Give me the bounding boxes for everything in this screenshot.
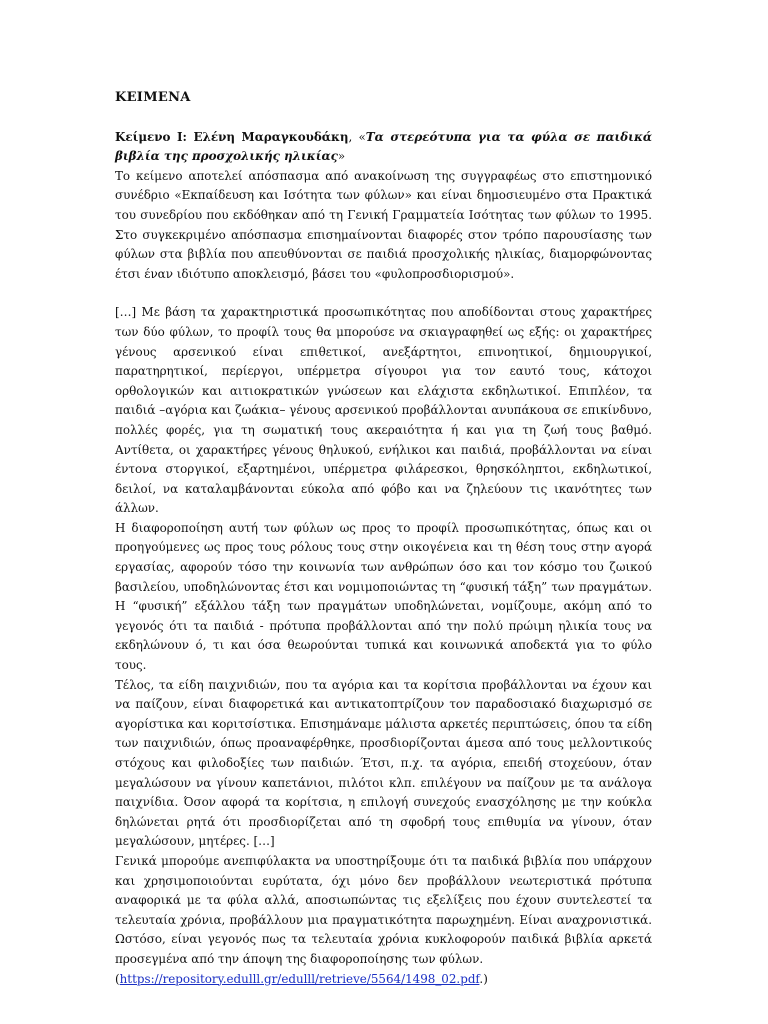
document-page (115, 88, 652, 989)
body-paragraph-3: Τέλος, τα είδη παιχνιδιών, που τα αγόρια και τα κορίτσια προβάλλονται να έχουν και να παίζουν, είναι διαφορετικά και αντικατοπτρίζουν τον παραδοσιακό διαχωρισμό σε αγορίστικα και κοριτσίστικα. Επισημάναμε μάλιστα αρκετές περιπτώσεις, όπου τα είδη των παιχνιδιών, όπως προαναφέρθηκε, προσδιορίζονται άμεσα από τους μελλοντικούς στόχους και φιλοδοξίες των παιδιών. Έτσι, π.χ. τα αγόρια, επειδή στοχεύουν, όταν μεγαλώσουν να γίνουν καπετάνιοι, πιλότοι κλπ. επιλέγουν να παίζουν με τα ανάλογα παιχνίδια. Όσον αφορά τα κορίτσια, η επιλογή συνεχούς ενασχόλησης με την κούκλα δηλώνεται ρητά ότι προσδιορίζεται από τη σφοδρή τους επιθυμία να γίνουν, όταν μεγαλώσουν, μητέρες. […] (115, 677, 652, 849)
text-title-block (115, 128, 652, 167)
text-title: Τα στερεότυπα για τα φύλα σε παιδικά βιβλία της προσχολικής ηλικίας (115, 129, 653, 164)
title-close-quote: » (337, 149, 346, 164)
body-paragraph-2: Η διαφοροποίηση αυτή των φύλων ως προς το προφίλ προσωπικότητας, όπως και οι προηγούμενες ως προς τους ρόλους τους στην οικογένεια και τη θέση τους στην αγορά εργασίας, αφορούν τόσο την κοινωνία των ανθρώπων όσο και τον κόσμο του ζωικού βασιλείου, υποδηλώνοντας έτσι και νομιμοποιώντας τη “φυσική τάξη” των πραγμάτων. Η “φυσική” εξάλλου τάξη των πραγμάτων υποδηλώνεται, νομίζουμε, ακόμη από το γεγονός ότι τα παιδιά - πρότυπα προβάλλονται από την πολύ πρώιμη ηλικία τους να εκδηλώνουν ό, τι και όσα θεωρούνται τυπικά και κοινωνικά αποδεκτά για το φύλο τους. (115, 520, 652, 673)
text-author: Κείμενο Ι: Ελένη Μαραγκουδάκη (115, 129, 349, 144)
source-citation (115, 970, 652, 990)
source-link[interactable]: https://repository.edulll.gr/edulll/retrieve/5564/1498_02.pdf (119, 971, 480, 986)
title-separator: , (348, 129, 359, 144)
body-paragraph-1: […] Με βάση τα χαρακτηριστικά προσωπικότητας που αποδίδονται στους χαρακτήρες των δύο φύλων, το προφίλ τους θα μπορούσε να σκιαγραφηθεί ως εξής: οι χαρακτήρες γένους αρσενικού είναι επιθετικοί, ανεξάρτητοι, επινοητικοί, δημιουργικοί, παρατηρητικοί, περίεργοι, υπέρμετρα σίγουροι για τον εαυτό τους, κάτοχοι ορθολογικών και αιτιοκρατικών γνώσεων και ελάχιστα εκδηλωτικοί. Επιπλέον, τα παιδιά –αγόρια και ζωάκια– γένους αρσενικού προβάλλονται ανυπάκουα σε επικίνδυνο, πολλές φορές, για τη σωματική τους ακεραιότητα ή και για τη ζωή τους βαθμό. Αντίθετα, οι χαρακτήρες γένους θηλυκού, ενήλικοι και παιδιά, προβάλλονται να είναι έντονα στοργικοί, εξαρτημένοι, υπέρμετρα φιλάρεσκοι, θρησκόληπτοι, εκδηλωτικοί, δειλοί, να καταλαμβάνονται εύκολα από φόβο και να ζηλεύουν τις ικανότητες των άλλων. (115, 305, 652, 516)
intro-paragraph: Το κείμενο αποτελεί απόσπασμα από ανακοίνωση της συγγραφέως στο επιστημονικό συνέδριο «Εκπαίδευση και Ισότητα των φύλων» και είναι δημοσιευμένο στα Πρακτικά του συνεδρίου που εκδόθηκαν από τη Γενική Γραμματεία Ισότητας των φύλων το 1995. Στο συγκεκριμένο απόσπασμα επισημαίνονται διαφορές στον τρόπο παρουσίασης των φύλων στα βιβλία που απευθύνονται σε παιδιά προσχολικής ηλικίας, διαμορφώνοντας έτσι έναν ιδιότυπο αποκλεισμό, βάσει του «φυλοπροσδιορισμού». (115, 168, 652, 281)
section-heading: ΚΕΙΜΕΝΑ (115, 90, 191, 105)
title-open-quote: « (358, 129, 366, 144)
source-close-paren: .) (479, 971, 488, 986)
source-open-paren: ( (115, 971, 120, 986)
body-paragraph-4: Γενικά μπορούμε ανεπιφύλακτα να υποστηρίξουμε ότι τα παιδικά βιβλία που υπάρχουν και χρησιμοποιούνται ευρύτατα, όχι μόνο δεν προβάλλουν νεωτεριστικά πρότυπα αναφορικά με τα φύλα αλλά, αποσιωπώντας τις εξελίξεις που έχουν συντελεστεί τα τελευταία χρόνια, προβάλλουν μια πραγματικότητα παρωχημένη. Είναι αναχρονιστικά. Ωστόσο, είναι γεγονός πως τα τελευταία χρόνια κυκλοφορούν παιδικά βιβλία αρκετά προσεγμένα από την άποψη της διαφοροποίησης των φύλων. (115, 853, 652, 966)
